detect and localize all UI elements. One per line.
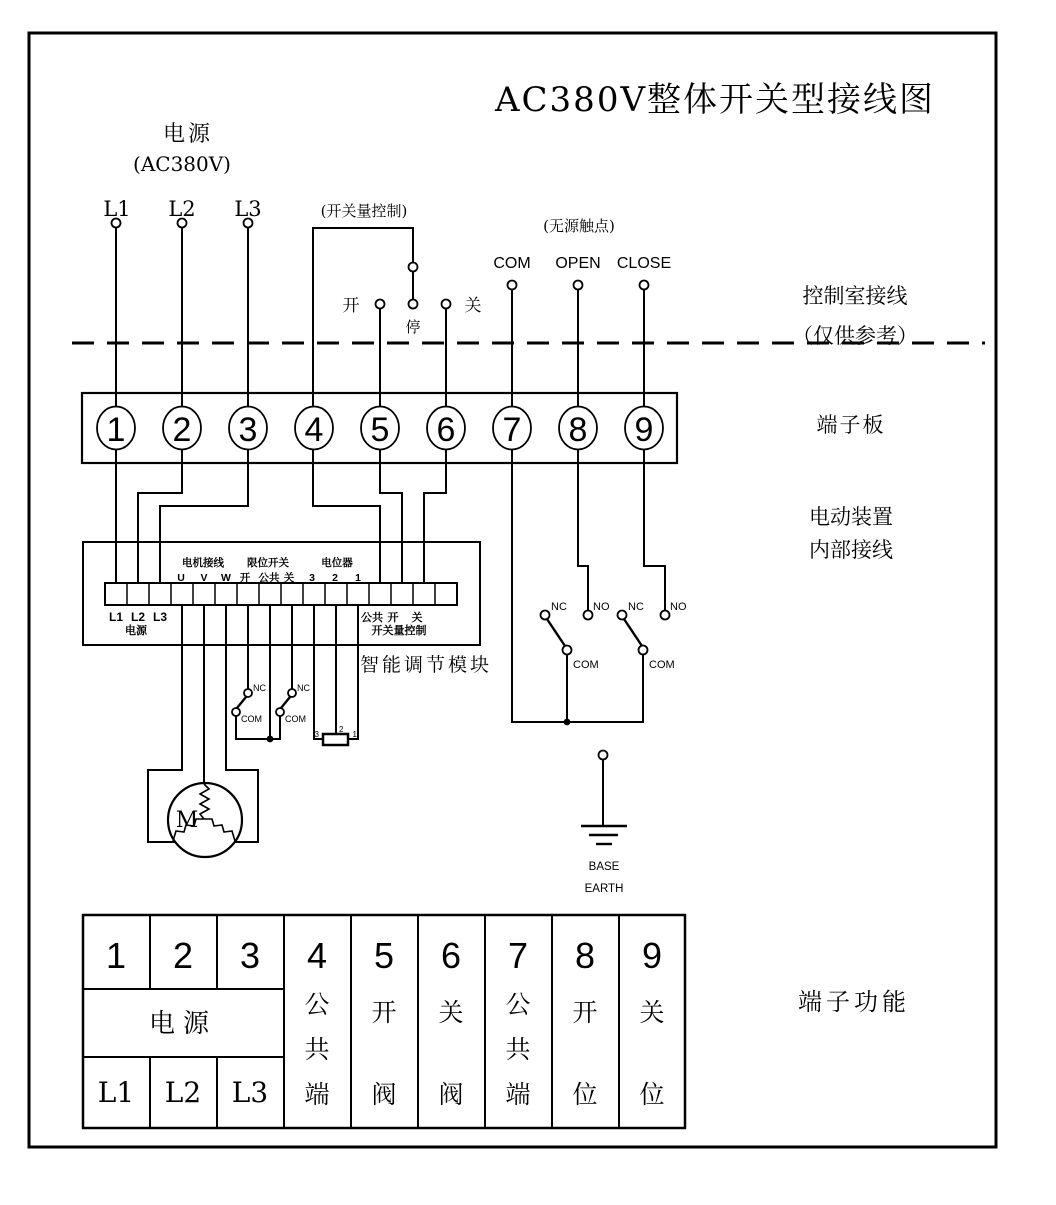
table-col5-char-0: 开: [371, 998, 397, 1027]
pin-power-l1: L1: [108, 610, 124, 624]
table-col2-number: 2: [172, 935, 194, 976]
table-col6-char-0: 关: [438, 998, 464, 1027]
feedback-close-com-label: COM: [649, 659, 675, 671]
limit-switch-1-com-label: COM: [241, 714, 262, 724]
function-table: [83, 915, 685, 1128]
terminal-6-number: 6: [436, 411, 456, 449]
table-col4-number: 4: [306, 935, 328, 976]
stop-button-top-node: [409, 263, 418, 272]
phase-l3-label: L3: [234, 197, 262, 221]
terminal-7-number: 7: [502, 411, 522, 449]
module-control-label: 开关量控制: [371, 625, 427, 637]
table-col7-number: 7: [507, 935, 529, 976]
pot-pin-3-label: 3: [314, 730, 319, 739]
module-name-label: 智能调节模块: [359, 654, 493, 676]
pin-limit-close: 关: [283, 572, 295, 584]
limit-switch-1-com-node: [232, 708, 240, 716]
pin-pot-1: 1: [355, 572, 361, 584]
limit-switch-2-nc-node: [288, 689, 296, 697]
phase-l2-label: L2: [168, 197, 196, 221]
open-contact-node: [574, 281, 583, 290]
pin-control-close: 关: [411, 612, 423, 624]
close-contact-node: [640, 281, 649, 290]
pot-pin-1-label: 1: [352, 730, 357, 739]
feedback-close-no-node: [661, 611, 670, 620]
feedback-close-nc-label: NC: [628, 601, 644, 613]
limit-switch-2-com-node: [276, 708, 284, 716]
open-contact-label: OPEN: [555, 255, 601, 272]
table-power-label: 电源: [148, 1009, 218, 1039]
switch-control-label: (开关量控制): [320, 202, 408, 220]
pin-limit-common: 公共: [258, 572, 280, 584]
limit-switch-1-nc-label: NC: [253, 683, 266, 693]
table-col4-char-0: 公: [304, 990, 330, 1019]
module-power-label: 电源: [125, 625, 147, 637]
terminal-8-number: 8: [568, 411, 588, 449]
terminal-4-number: 4: [304, 411, 324, 449]
table-col1-number: 1: [105, 935, 127, 976]
ground-base-label: BASE: [588, 861, 620, 873]
module-group-limit: 限位开关: [247, 557, 289, 569]
pin-power-l3: L3: [152, 610, 168, 624]
table-col9-char-1: 位: [639, 1080, 665, 1109]
pin-control-open: 开: [387, 612, 399, 624]
feedback-open-nc-label: NC: [551, 601, 567, 613]
pin-power-l2: L2: [130, 610, 146, 624]
passive-contacts-label: (无源触点): [543, 217, 615, 235]
terminal-1-number: 1: [106, 411, 126, 449]
limit-switch-2-com-label: COM: [285, 714, 306, 724]
table-col5-char-1: 阀: [371, 1080, 397, 1109]
table-col9-char-0: 关: [639, 998, 665, 1027]
note-internal-1: 电动装置: [809, 505, 893, 529]
stop-button-bottom-node: [409, 300, 418, 309]
feedback-close-nc-node: [618, 611, 627, 620]
feedback-open-no-label: NO: [593, 601, 610, 613]
feedback-com-junction-dot: [564, 719, 571, 726]
feedback-open-nc-node: [541, 611, 550, 620]
close-button-label: 关: [464, 296, 482, 316]
pin-u: U: [177, 572, 185, 584]
note-terminal-board: 端子板: [816, 413, 886, 437]
feedback-switch-open-lever: [547, 619, 565, 646]
limit-switch-2-nc-label: NC: [297, 683, 310, 693]
potentiometer-body: [323, 734, 348, 745]
terminal-5-number: 5: [370, 411, 390, 449]
stop-button-label: 停: [405, 318, 421, 336]
wire-control-common: [313, 228, 413, 583]
wire-phase-l3: [160, 227, 248, 583]
ground-terminal-node: [599, 751, 608, 760]
note-internal-2: 内部接线: [809, 538, 893, 562]
module-group-motor: 电机接线: [182, 557, 224, 569]
terminal-2-number: 2: [172, 411, 192, 449]
wires: [116, 227, 665, 844]
table-col8-char-0: 开: [572, 998, 598, 1027]
terminal-board-circles: [97, 407, 663, 450]
wire-pot-1: [349, 605, 358, 739]
feedback-open-no-node: [584, 611, 593, 620]
open-button-node: [376, 300, 385, 309]
table-col3-number: 3: [239, 935, 261, 976]
pin-pot-2: 2: [332, 572, 338, 584]
ground-earth-label: EARTH: [584, 883, 624, 895]
module-group-pot: 电位器: [321, 557, 353, 569]
table-col2-bottom: L2: [164, 1076, 202, 1109]
phase-l1-label: L1: [103, 197, 131, 221]
table-col8-char-1: 位: [572, 1080, 598, 1109]
feedback-switch-close-lever: [624, 619, 642, 646]
power-voltage-label: (AC380V): [133, 152, 231, 176]
limit-switch-1-nc-node: [244, 689, 252, 697]
power-source-label: 电源: [162, 122, 214, 147]
pin-pot-3: 3: [309, 572, 315, 584]
table-col7-char-1: 共: [505, 1035, 531, 1064]
feedback-close-no-label: NO: [670, 601, 687, 613]
table-col7-char-0: 公: [505, 990, 531, 1019]
terminal-9-number: 9: [634, 411, 654, 449]
motor-label: M: [175, 808, 199, 833]
pot-pin-2-label: 2: [339, 725, 344, 734]
pin-w: W: [221, 572, 231, 584]
pin-control-common: 公共: [361, 612, 383, 624]
feedback-open-com-label: COM: [573, 659, 599, 671]
limit-switch-2-lever: [281, 697, 290, 708]
table-col3-bottom: L3: [231, 1076, 269, 1109]
feedback-open-com-node: [563, 646, 572, 655]
com-contact-label: COM: [493, 255, 531, 272]
note-control-room-2: （仅供参考）: [792, 324, 918, 348]
table-col4-char-2: 端: [304, 1080, 330, 1109]
table-col8-number: 8: [574, 935, 596, 976]
diagram-title: AC380V整体开关型接线图: [494, 80, 936, 120]
pin-limit-open: 开: [239, 572, 251, 584]
pin-v: V: [200, 572, 208, 584]
close-contact-label: CLOSE: [616, 255, 672, 272]
limit-switch-1-lever: [237, 697, 246, 708]
open-button-label: 开: [342, 296, 360, 316]
limit-com-junction-dot: [267, 736, 274, 743]
table-col4-char-1: 共: [304, 1035, 330, 1064]
table-col6-number: 6: [440, 935, 462, 976]
note-terminal-function: 端子功能: [798, 988, 910, 1016]
table-col7-char-2: 端: [505, 1080, 531, 1109]
feedback-close-com-node: [639, 646, 648, 655]
terminal-3-number: 3: [238, 411, 258, 449]
table-col1-bottom: L1: [97, 1076, 135, 1109]
table-col6-char-1: 阀: [438, 1080, 464, 1109]
table-col5-number: 5: [373, 935, 395, 976]
table-col9-number: 9: [641, 935, 663, 976]
wire-pot-3: [314, 605, 323, 739]
note-control-room-1: 控制室接线: [802, 284, 908, 308]
close-button-node: [442, 300, 451, 309]
module-terminal-strip: [105, 583, 457, 605]
com-contact-node: [508, 281, 517, 290]
connection-nodes: [112, 219, 670, 760]
